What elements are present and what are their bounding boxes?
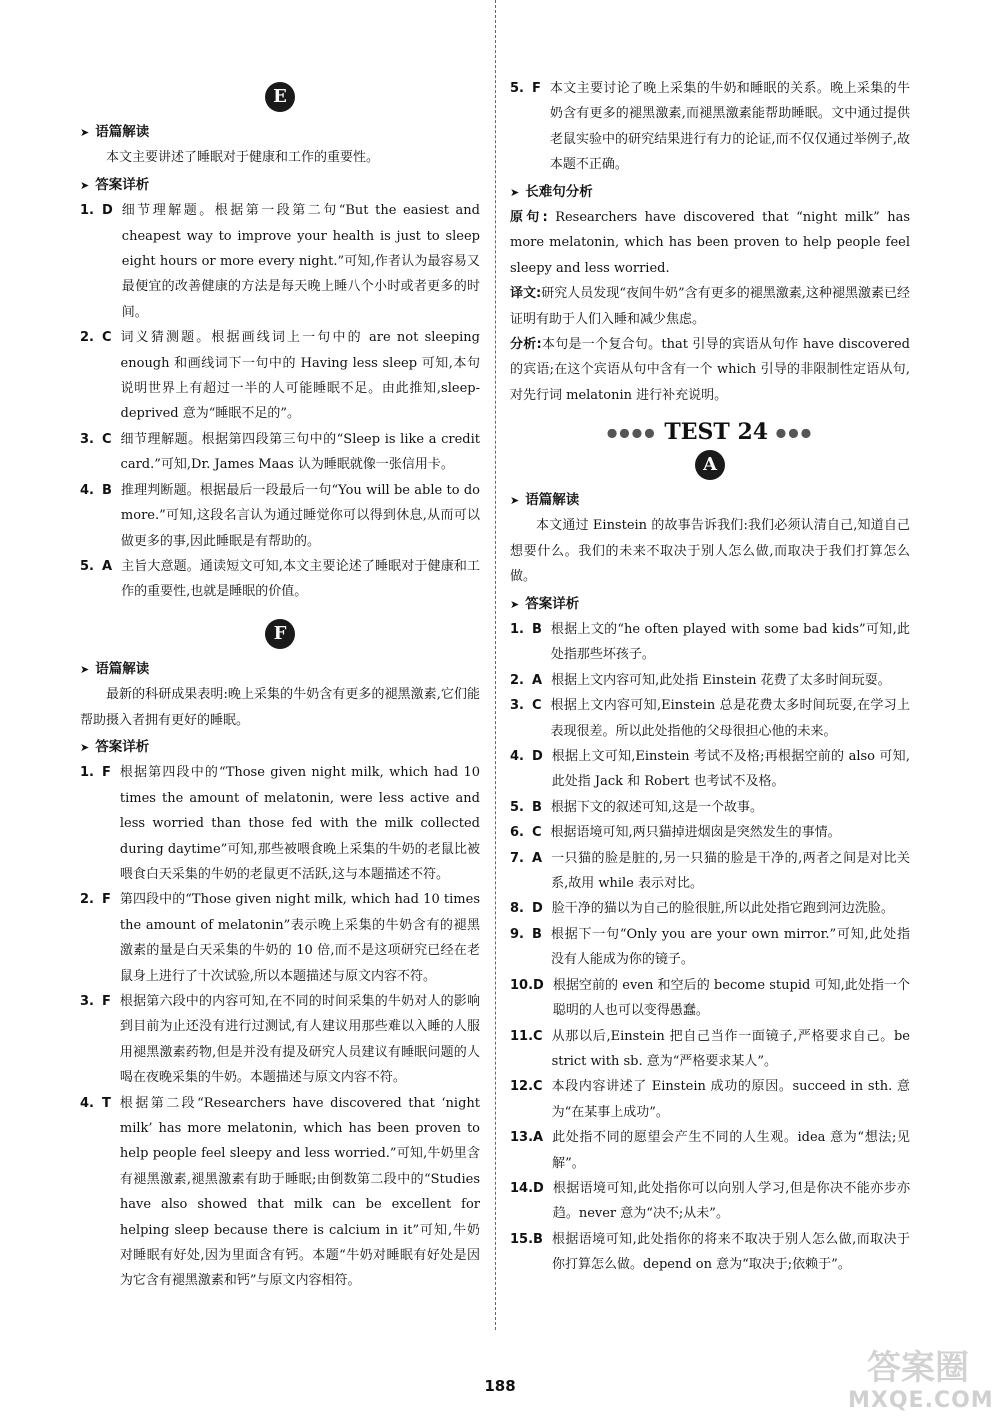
item-text: 根据语境可知,此处指你的将来不取决于别人怎么做,而取决于你打算怎么做。depend on 意为“取决于;依赖于”。 <box>551 1231 910 1273</box>
translation <box>510 281 910 332</box>
arrow-marker-icon: ➤ <box>510 185 520 199</box>
item-answer: A <box>532 672 543 688</box>
test24-reading-text: 本文通过 Einstein 的故事告诉我们:我们必须认清自己,知道自己想要什么。我们的未来不取决于别人怎么做,而取决于我们打算怎么做。 <box>510 518 910 585</box>
arrow-marker-icon: ➤ <box>80 178 90 192</box>
item-text: 根据第四段中的“Those given night milk, which had 10 times the amount of melatonin, were less active and less worried than those fed with the milk collected during daytime”可知,那些被喂食晚上采集的牛奶的老鼠比被喂食白天采集的牛奶的老鼠更不活跃,这与本题描述不符。 <box>119 765 480 882</box>
item-number: 3. <box>80 431 94 447</box>
item-answer: A <box>533 1130 544 1146</box>
item-number: 2. <box>510 672 524 688</box>
item-number: 5. <box>80 558 94 574</box>
test24-items <box>510 617 910 1278</box>
test-title-text: TEST 24 <box>664 419 769 446</box>
answer-item <box>80 887 480 989</box>
item-text: 本段内容讲述了 Einstein 成功的原因。succeed in sth. 意为“在某事上成功”。 <box>551 1079 910 1120</box>
answer-item <box>510 846 910 897</box>
item-answer: C <box>102 330 112 346</box>
item-answer: F <box>102 994 111 1009</box>
section-e-answer-heading <box>80 173 480 198</box>
item-answer: C <box>533 1028 543 1044</box>
item-text: 根据上文可知,Einstein 考试不及格;再根据空前的 also 可知,此处指 Jack 和 Robert 也考试不及格。 <box>551 749 910 790</box>
item-answer: B <box>532 926 542 942</box>
item-answer: F <box>102 765 111 781</box>
heading-text: 语篇解读 <box>95 660 150 677</box>
answer-item <box>80 427 480 478</box>
item-number: 7. <box>510 850 524 866</box>
answer-item <box>510 820 910 845</box>
answer-item <box>510 922 910 973</box>
left-column <box>80 78 480 1294</box>
answer-item <box>80 198 480 325</box>
page-number: 188 <box>484 1377 516 1395</box>
item-answer: D <box>533 977 544 993</box>
item-text: 本文主要讨论了晚上采集的牛奶和睡眠的关系。晚上采集的牛奶含有更多的褪黑激素,而褪黑激素能帮助睡眠。文中通过提供老鼠实验中的研究结果进行有力的论证,而不仅仅通过举例子,故本题不正确。 <box>549 81 910 173</box>
text: 本句是一个复合句。that 引导的宾语从句作 have discovered 的宾语;在这个宾语从句中含有一个 which 引导的非限制性定语从句,对先行词 melatonin 进行补充说明。 <box>510 337 910 403</box>
answer-item <box>80 989 480 1091</box>
item-text: 第四段中的“Those given night milk, which had 10 times the amount of melatonin”表示晚上采集的牛奶含有的褪黑激素的量是白天采集的牛奶的 10 倍,而不是这项研究已经在老鼠身上进行了十次试验,所以本题描述与原文内容不符。 <box>119 892 480 984</box>
section-f-badge: F <box>265 619 295 649</box>
answer-item <box>80 760 480 887</box>
item-number: 3. <box>80 994 94 1009</box>
item-text: 根据语境可知,两只猫掉进烟囱是突然发生的事情。 <box>550 825 841 841</box>
item-answer: A <box>102 558 113 574</box>
item-number: 4. <box>80 482 94 498</box>
answer-item <box>510 1227 910 1278</box>
test24-reading-heading <box>510 488 910 513</box>
item-number: 8. <box>510 901 524 917</box>
item-answer: D <box>532 901 543 917</box>
test-title <box>510 420 910 446</box>
item-text: 细节理解题。根据第四段第三句中的“Sleep is like a credit card.”可知,Dr. James Maas 认为睡眠就像一张信用卡。 <box>120 431 480 473</box>
answer-item <box>510 896 910 921</box>
heading-text: 答案详析 <box>95 176 150 193</box>
item-number: 9. <box>510 926 524 942</box>
section-f-items <box>80 760 480 1294</box>
answer-item <box>80 325 480 427</box>
item-number: 14. <box>510 1180 534 1196</box>
answer-item <box>510 1176 910 1227</box>
item-number: 6. <box>510 825 524 841</box>
answer-item <box>80 554 480 605</box>
item-answer: C <box>532 825 542 841</box>
answer-item <box>510 617 910 668</box>
heading-text: 答案详析 <box>525 595 580 612</box>
item-text: 根据第六段中的内容可知,在不同的时间采集的牛奶对人的影响到目前为止还没有进行过测试,有人建议用那些难以入睡的人服用褪黑激素药物,但是并没有提及研究人员建议有睡眠问题的人喝在夜晚采集的牛奶。本题描述与原文内容不符。 <box>119 994 480 1086</box>
section-e-badge: E <box>265 82 295 112</box>
answer-item <box>510 795 910 820</box>
item-number: 10. <box>510 977 534 993</box>
analysis <box>510 332 910 408</box>
answer-item <box>510 76 910 178</box>
answer-item <box>510 1125 910 1176</box>
item-answer: T <box>102 1095 111 1111</box>
dots-decoration: ●●●● <box>606 425 657 440</box>
item-number: 1. <box>80 203 94 219</box>
item-text: 根据空前的 even 和空后的 become stupid 可知,此处指一个聪明的人也可以变得愚蠢。 <box>552 977 910 1019</box>
heading-text: 答案详析 <box>95 738 150 755</box>
answer-item <box>510 668 910 693</box>
answer-item <box>510 744 910 795</box>
item-answer: B <box>532 799 542 815</box>
heading-text: 语篇解读 <box>525 491 580 508</box>
label: 译文: <box>510 286 542 302</box>
item-number: 5. <box>510 81 524 96</box>
watermark-logo <box>848 1348 994 1418</box>
section-f-reading-text: 最新的科研成果表明:晚上采集的牛奶含有更多的褪黑激素,它们能帮助摄入者拥有更好的睡眠。 <box>80 687 480 728</box>
item-answer: B <box>532 622 542 638</box>
section-e-reading-text: 本文主要讲述了睡眠对于健康和工作的重要性。 <box>106 150 380 166</box>
item-text: 根据第二段“Researchers have discovered that ‘night milk’ has more melatonin, which has been proven to help people feel sleepy and less worried.”可知,牛奶里含有褪黑激素,褪黑激素有助于睡眠;由倒数第二段中的“Studies have also showed that milk can be excellent for helping sleep because there is calcium in it”可知,牛奶对睡眠有好处,因为里面含有钙。本题“牛奶对睡眠有好处是因为它含有褪黑激素和钙”与原文内容相符。 <box>119 1095 480 1289</box>
item-answer: B <box>102 482 112 498</box>
sentence-analysis-heading <box>510 180 910 205</box>
item-text: 主旨大意题。通读短文可知,本文主要论述了睡眠对于健康和工作的重要性,也就是睡眠的价值。 <box>121 558 480 600</box>
item-number: 15. <box>510 1231 534 1247</box>
test24-answer-heading <box>510 592 910 617</box>
item-text: 根据下文的叙述可知,这是一个故事。 <box>550 799 764 815</box>
item-text: 从那以后,Einstein 把自己当作一面镜子,严格要求自己。be strict with sb. 意为“严格要求某人”。 <box>551 1028 910 1069</box>
arrow-marker-icon: ➤ <box>80 740 90 754</box>
text: Researchers have discovered that “night milk” has more melatonin, which has been proven to help people feel sleepy and less worried. <box>510 210 911 276</box>
item-answer: C <box>532 698 542 714</box>
section-f-answer-heading <box>80 735 480 760</box>
item-text: 根据上文内容可知,Einstein 总是花费太多时间玩耍,在学习上表现很差。所以此处指他的父母很担心他的未来。 <box>550 698 910 739</box>
answer-item <box>80 1091 480 1294</box>
item-answer: F <box>102 892 111 908</box>
item-text: 根据下一句“Only you are your own mirror.”可知,此处指没有人能成为你的镜子。 <box>550 926 910 968</box>
item-number: 1. <box>510 622 524 638</box>
arrow-marker-icon: ➤ <box>80 126 90 139</box>
answer-item <box>510 973 910 1024</box>
item-number: 4. <box>80 1095 94 1111</box>
item-answer: D <box>533 1180 544 1196</box>
arrow-marker-icon: ➤ <box>510 597 520 611</box>
item-number: 11. <box>510 1028 534 1044</box>
item-number: 2. <box>80 892 94 908</box>
answer-item <box>510 1074 910 1125</box>
item-answer: D <box>102 203 113 219</box>
item-number: 3. <box>510 698 524 714</box>
text: 研究人员发现“夜间牛奶”含有更多的褪黑激素,这种褪黑激素已经证明有助于人们入睡和减少焦虑。 <box>510 286 910 327</box>
original-sentence <box>510 205 910 281</box>
item-text: 一只猫的脸是脏的,另一只猫的脸是干净的,两者之间是对比关系,故用 while 表示对比。 <box>551 850 910 892</box>
section-e-reading-heading <box>80 120 480 145</box>
item-text: 词义猜测题。根据画线词上一句中的 are not sleeping enough 和画线词下一句中的 Having less sleep 可知,本句说明世界上有超过一半的人可能睡眠不足。由此推知,sleep-deprived 意为“睡眠不足的”。 <box>120 330 480 422</box>
item-answer: F <box>532 81 541 96</box>
item-text: 根据上文内容可知,此处指 Einstein 花费了太多时间玩耍。 <box>551 672 891 688</box>
answer-item <box>510 1024 910 1075</box>
item-number: 2. <box>80 330 94 346</box>
watermark-top: 答案圈 <box>867 1348 969 1388</box>
item-text: 推理判断题。根据最后一段最后一句“You will be able to do more.”可知,这段名言认为通过睡觉你可以得到休息,从而可以做更多的事,因此睡眠是有帮助的。 <box>120 482 480 549</box>
item-text: 此处指不同的愿望会产生不同的人生观。idea 意为“想法;见解”。 <box>552 1130 910 1171</box>
column-divider <box>495 0 496 1330</box>
item-number: 13. <box>510 1130 534 1146</box>
answer-item <box>510 693 910 744</box>
test24-a-badge: A <box>695 450 725 480</box>
arrow-marker-icon: ➤ <box>510 493 520 507</box>
section-e-items <box>80 198 480 605</box>
heading-text: 语篇解读 <box>95 124 150 140</box>
dots-decoration: ●●● <box>775 425 814 440</box>
item-number: 12. <box>510 1079 534 1095</box>
item-answer: A <box>532 850 543 866</box>
right-column <box>510 76 910 1278</box>
arrow-marker-icon: ➤ <box>80 662 90 676</box>
item-number: 1. <box>80 765 94 781</box>
item-text: 脸干净的猫以为自己的脸很脏,所以此处指它跑到河边洗脸。 <box>551 901 894 917</box>
answer-item <box>80 478 480 554</box>
section-f-reading-heading <box>80 657 480 682</box>
item-text: 根据上文的“he often played with some bad kids”可知,此处指那些坏孩子。 <box>550 622 910 663</box>
item-answer: B <box>533 1231 543 1247</box>
item-answer: D <box>532 749 543 765</box>
item-number: 4. <box>510 749 524 765</box>
label: 分析: <box>510 337 542 353</box>
heading-text: 长难句分析 <box>525 183 593 200</box>
item-text: 细节理解题。根据第一段第二句“But the easiest and cheapest way to improve your health is just to sleep eight hours or more every night.”可知,作者认为最容易又最便宜的改善健康的方法是每天晚上睡八个小时或者更多的时间。 <box>121 203 480 320</box>
item-text: 根据语境可知,此处指你可以向别人学习,但是你决不能亦步亦趋。never 意为“决不;从未”。 <box>552 1180 910 1222</box>
item-number: 5. <box>510 799 524 815</box>
item-answer: C <box>533 1079 543 1095</box>
watermark-bottom: MXQE.COM <box>848 1388 994 1413</box>
item-answer: C <box>102 431 112 447</box>
label: 原句: <box>510 210 548 226</box>
